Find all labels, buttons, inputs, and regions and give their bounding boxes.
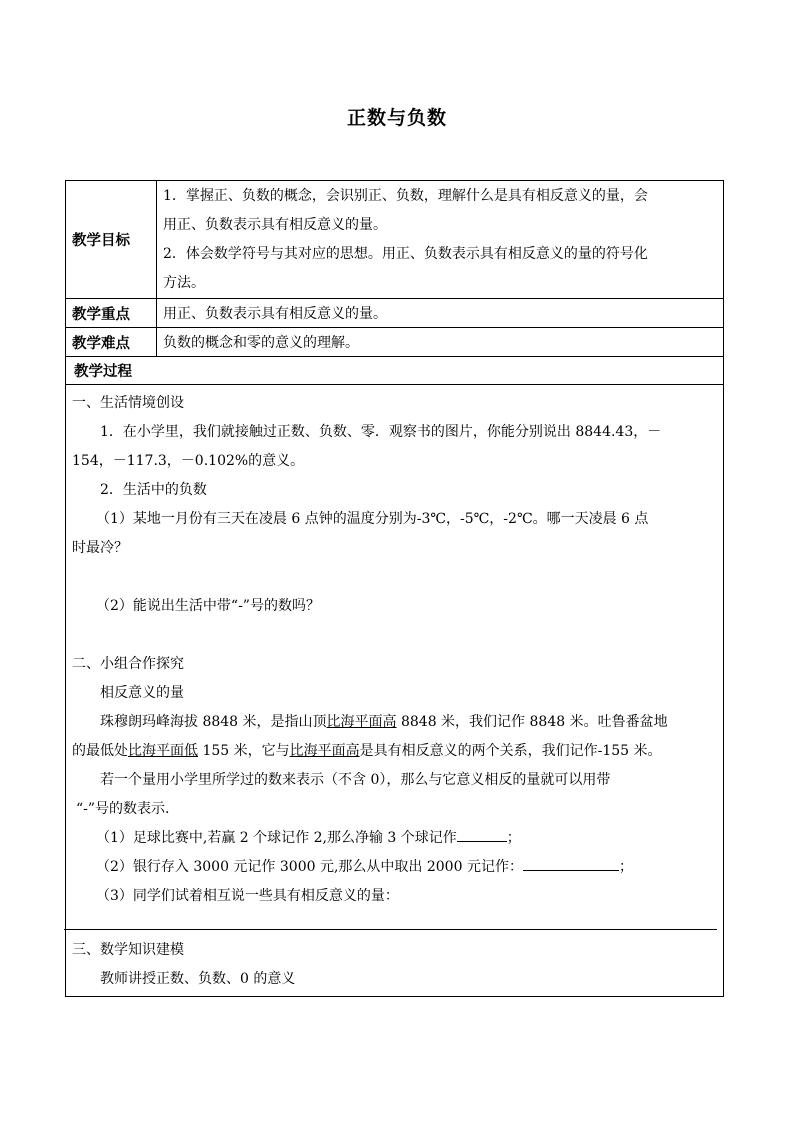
section-title: 二、小组合作探究 bbox=[72, 656, 184, 672]
paragraph-line: 1．在小学里，我们就接触过正数、负数、零．观察书的图片，你能分别说出 8844.43，－ bbox=[100, 424, 662, 440]
answer-blank[interactable] bbox=[523, 854, 619, 871]
section-title: 一、生活情境创设 bbox=[72, 395, 184, 411]
focus-label: 教学重点 bbox=[66, 299, 157, 328]
lesson-plan-table bbox=[65, 180, 724, 997]
process-heading: 教学过程 bbox=[66, 357, 724, 385]
text-span: （2）银行存入 3000 元记作 3000 元,那么从中取出 2000 元记作： bbox=[96, 859, 523, 875]
goals-content bbox=[157, 181, 724, 299]
underlined-text: 比海平面高 bbox=[289, 743, 360, 759]
text-span: 155 米，它与 bbox=[198, 743, 290, 759]
exercise-line bbox=[72, 824, 717, 853]
answer-blank[interactable] bbox=[457, 825, 507, 842]
paragraph-line bbox=[72, 708, 717, 737]
text-span: ； bbox=[618, 859, 633, 875]
paragraph-line bbox=[72, 737, 717, 766]
section-title: 三、数学知识建模 bbox=[72, 942, 184, 958]
document-title: 正数与负数 bbox=[346, 107, 447, 129]
goals-label: 教学目标 bbox=[66, 181, 157, 299]
focus-text: 用正、负数表示具有相反意义的量。 bbox=[157, 299, 724, 328]
underlined-text: 比海平面高 bbox=[326, 714, 397, 730]
text-span: （1）足球比赛中,若赢 2 个球记作 2,那么净输 3 个球记作 bbox=[96, 830, 457, 846]
section-divider bbox=[64, 929, 717, 930]
text-span: ； bbox=[506, 830, 521, 846]
goals-line: 2．体会数学符号与其对应的思想。用正、负数表示具有相反意义的量的符号化 bbox=[163, 245, 648, 262]
difficulty-row bbox=[66, 328, 724, 357]
text-span: 是具有相反意义的两个关系，我们记作-155 米。 bbox=[359, 743, 662, 759]
process-content bbox=[66, 385, 724, 997]
paragraph-line: 2．生活中的负数 bbox=[100, 482, 207, 498]
focus-row bbox=[66, 299, 724, 328]
text-span: 珠穆朗玛峰海拔 8848 米，是指山顶 bbox=[100, 714, 327, 730]
text-span: 的最低处 bbox=[72, 743, 128, 759]
subsection-title: 教师讲授正数、负数、0 的意义 bbox=[100, 971, 296, 987]
difficulty-label: 教学难点 bbox=[66, 328, 157, 357]
paragraph-line: 若一个量用小学里所学过的数来表示（不含 0），那么与它意义相反的量就可以用带 bbox=[100, 772, 611, 788]
paragraph-line: 154，－117.3，－0.102%的意义。 bbox=[72, 453, 305, 469]
difficulty-text: 负数的概念和零的意义的理解。 bbox=[157, 328, 724, 357]
question-line: 时最冷？ bbox=[72, 540, 128, 556]
question-line: （1）某地一月份有三天在凌晨 6 点钟的温度分别为-3℃，-5℃，-2℃。哪一天凌晨 6 点 bbox=[96, 511, 649, 527]
exercise-line bbox=[72, 853, 717, 882]
goals-line: 方法。 bbox=[163, 274, 205, 291]
subsection-title: 相反意义的量 bbox=[100, 685, 184, 701]
question-line: （2）能说出生活中带“-”号的数吗？ bbox=[96, 598, 320, 614]
goals-line: 用正、负数表示具有相反意义的量。 bbox=[163, 216, 387, 233]
goals-row bbox=[66, 181, 724, 299]
process-row bbox=[66, 385, 724, 997]
underlined-text: 比海平面低 bbox=[128, 743, 198, 759]
text-span: 8848 米，我们记作 8848 米。吐鲁番盆地 bbox=[396, 714, 668, 730]
paragraph-line: “-”号的数表示. bbox=[76, 801, 170, 817]
process-heading-row bbox=[66, 357, 724, 385]
goals-line: 1．掌握正、负数的概念，会识别正、负数，理解什么是具有相反意义的量，会 bbox=[163, 187, 648, 204]
exercise-line: （3）同学们试着相互说一些具有相反意义的量： bbox=[96, 888, 399, 904]
